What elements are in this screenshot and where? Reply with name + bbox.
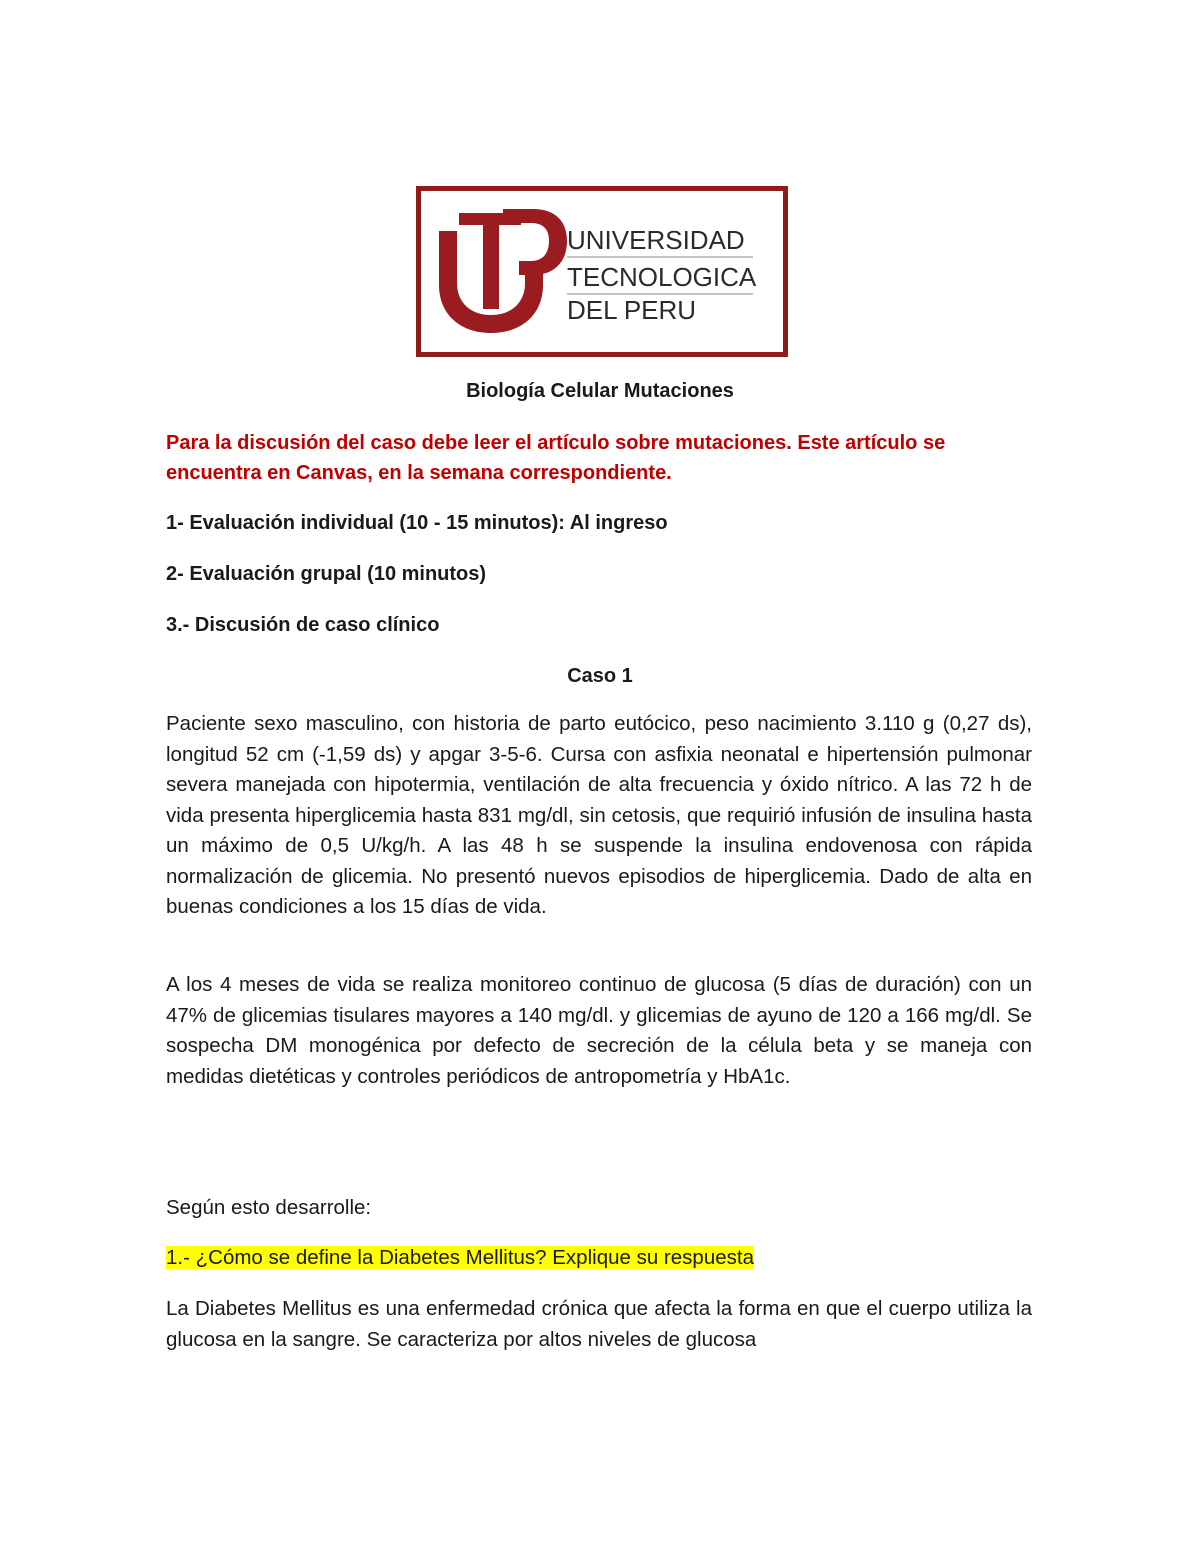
- step-item: 1- Evaluación individual (10 - 15 minutos): Al ingreso: [166, 512, 668, 534]
- instruction-prompt: Según esto desarrolle:: [166, 1196, 372, 1219]
- university-logo: [416, 186, 788, 357]
- logo-line-2: TECNOLOGICA: [567, 262, 757, 292]
- step-item: 2- Evaluación grupal (10 minutos): [166, 563, 487, 585]
- case-title: Caso 1: [567, 665, 633, 687]
- logo-line-3: DEL PERU: [567, 295, 697, 325]
- document-title: Biología Celular Mutaciones: [466, 380, 734, 402]
- answer-1: La Diabetes Mellitus es una enfermedad crónica que afecta la forma en que el cuerpo utiliza la glucosa en la sangre. Se caracteriza por altos niveles de glucosa: [166, 1297, 1032, 1351]
- intro-instructions: Para la discusión del caso debe leer el artículo sobre mutaciones. Este artículo se encuentra en Canvas, en la semana correspondiente.: [166, 432, 946, 484]
- case-paragraph: Paciente sexo masculino, con historia de parto eutócico, peso nacimiento 3.110 g (0,27 ds), longitud 52 cm (-1,59 ds) y apgar 3-5-6. Cursa con asfixia neonatal e hipertensión pulmonar severa manejada con hipotermia, ventilación de alta frecuencia y óxido nítrico. A las 72 h de vida presenta hiperglicemia hasta 831 mg/dl, sin cetosis, que requirió infusión de insulina hasta un máximo de 0,5 U/kg/h. A las 48 h se suspende la insulina endovenosa con rápida normalización de glicemia. No presentó nuevos episodios de hiperglicemia. Dado de alta en buenas condiciones a los 15 días de vida.: [166, 712, 1032, 918]
- utp-logo-mark: [421, 191, 783, 352]
- case-paragraph: A los 4 meses de vida se realiza monitoreo continuo de glucosa (5 días de duración) con un 47% de glicemias tisulares mayores a 140 mg/dl. y glicemias de ayuno de 120 a 166 mg/dl. Se sospecha DM monogénica por defecto de secreción de la célula beta y se maneja con medidas dietéticas y controles periódicos de antropometría y HbA1c.: [166, 973, 1032, 1088]
- question-1-highlight: 1.- ¿Cómo se define la Diabetes Mellitus? Explique su respuesta: [166, 1246, 754, 1269]
- logo-line-1: UNIVERSIDAD: [567, 225, 745, 255]
- question-1: [166, 1245, 754, 1271]
- step-item: 3.- Discusión de caso clínico: [166, 614, 440, 636]
